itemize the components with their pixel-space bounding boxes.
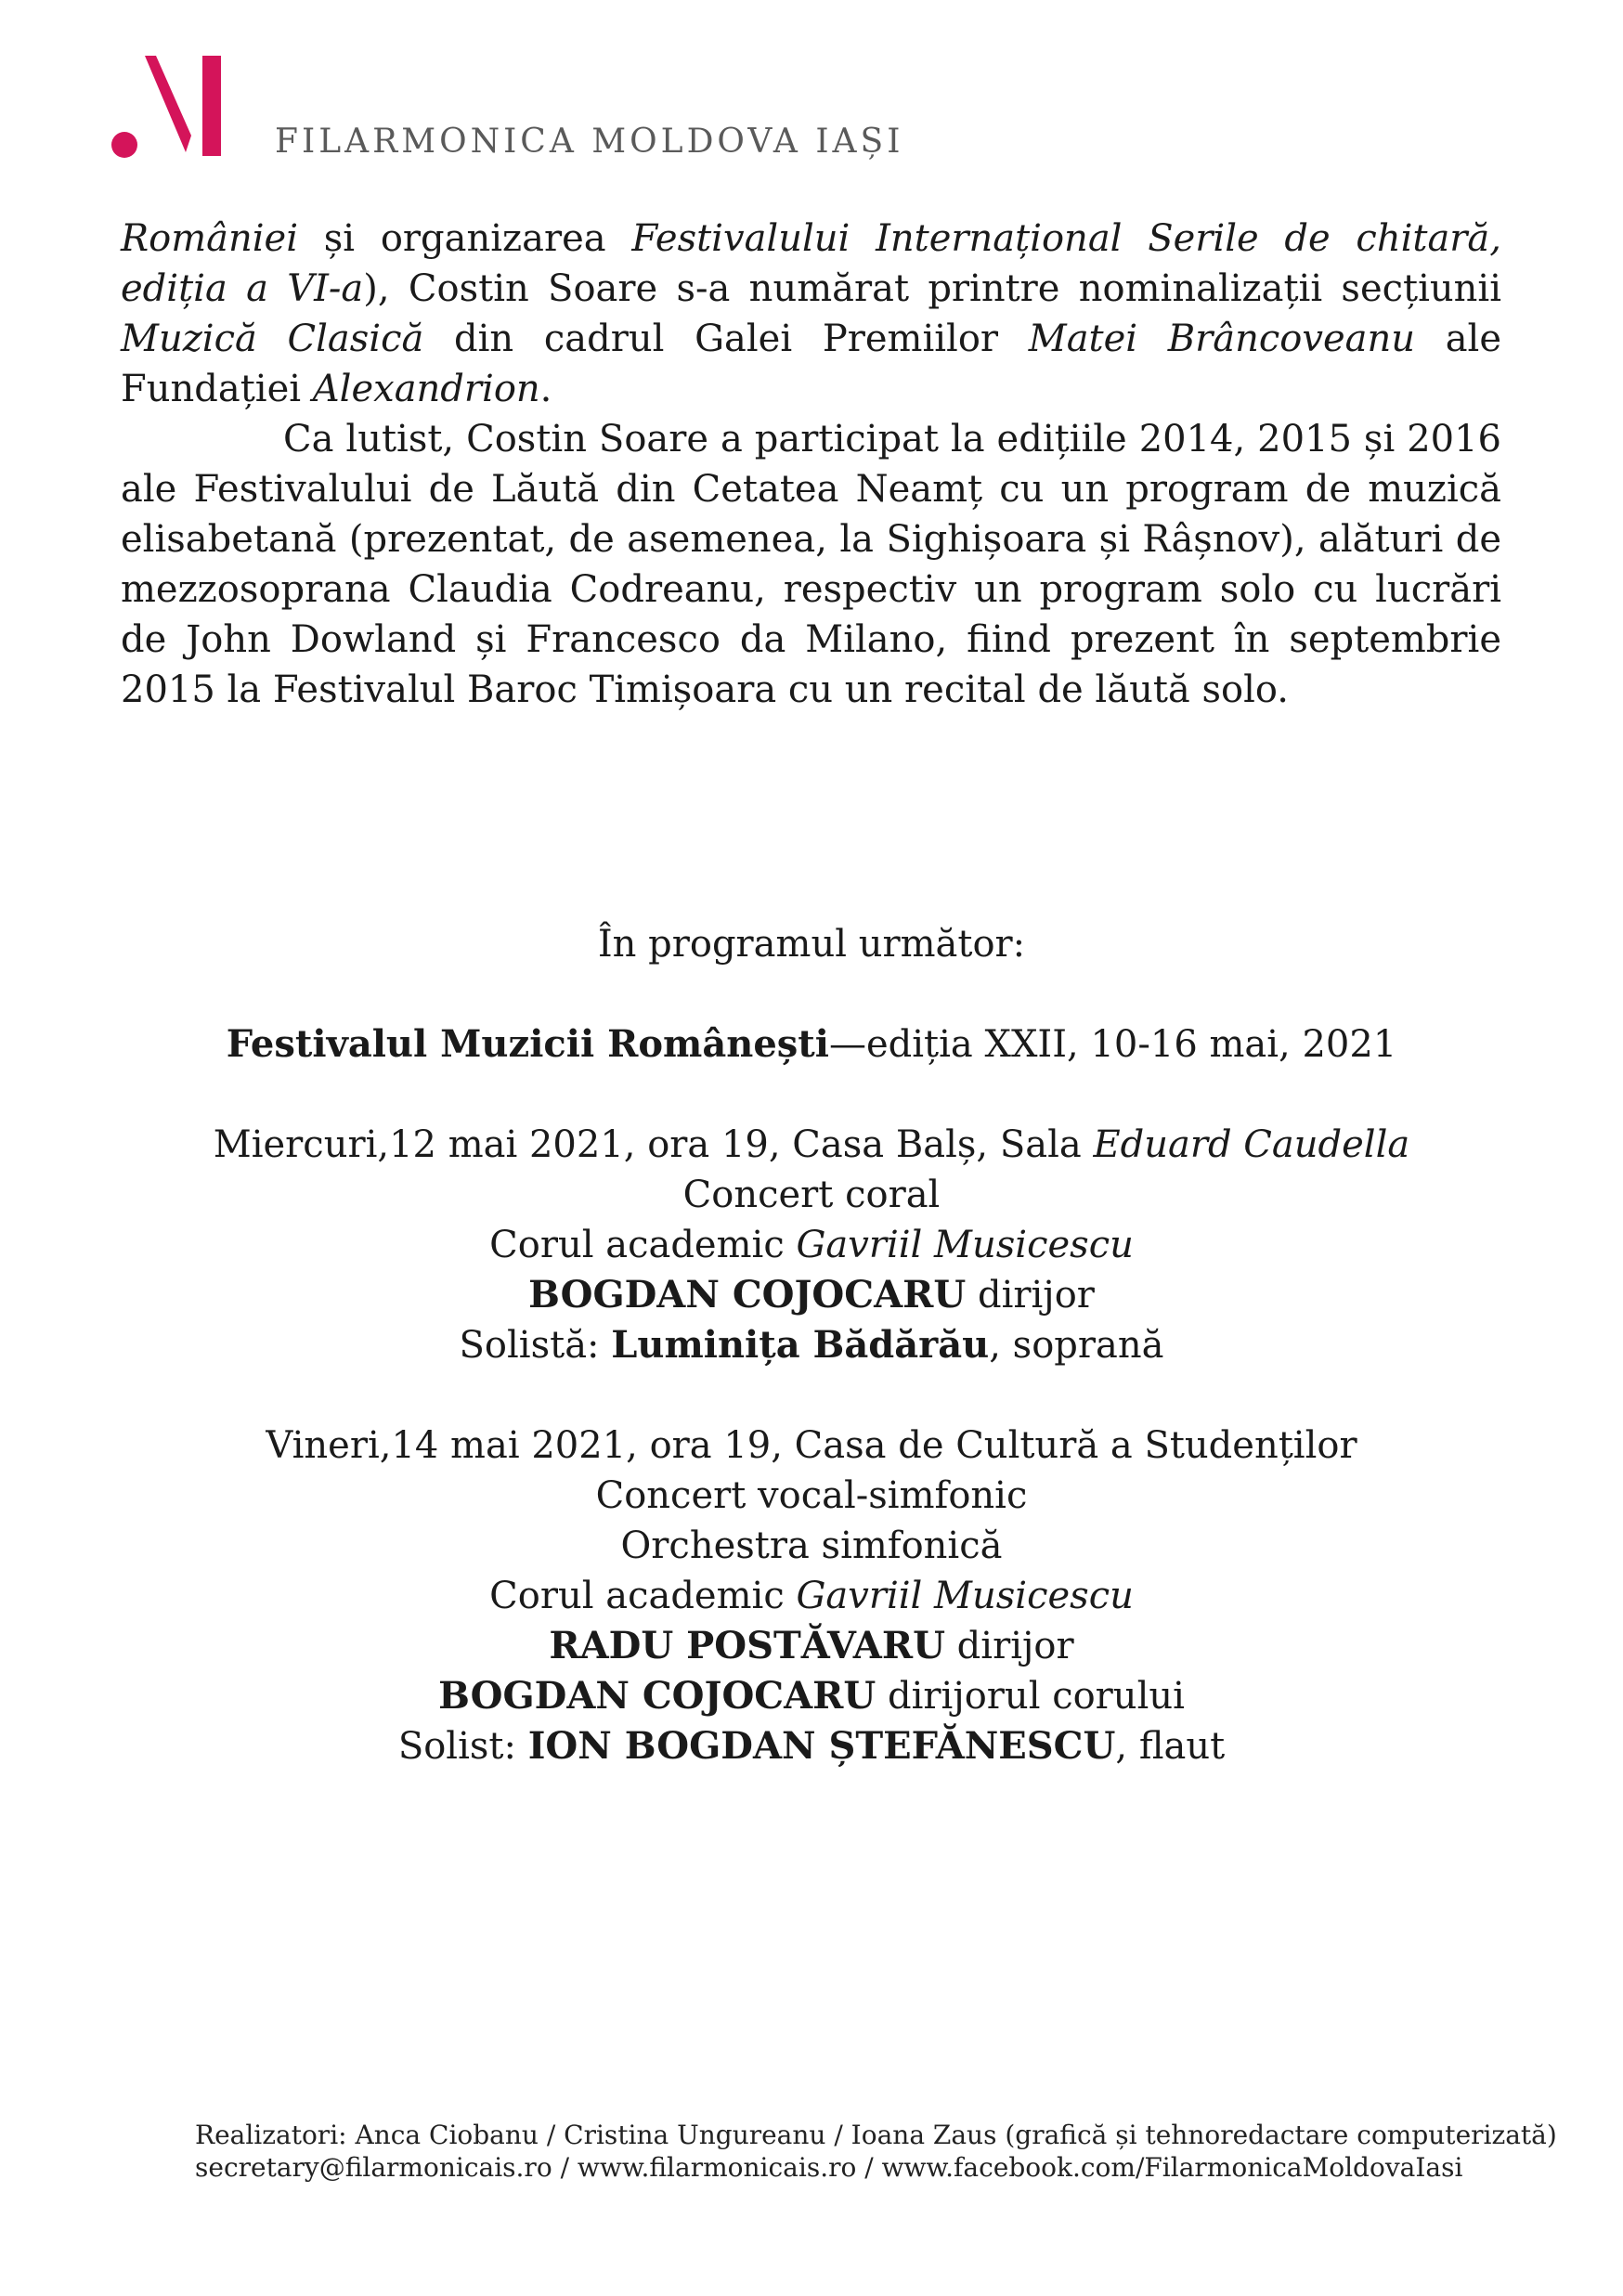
- paragraph-1: României și organizarea Festivalului Internațional Serile de chitară, ediția a VI-a), Costin Soare s-a numărat printre nominalizații secțiunii Muzică Clasică din cadrul Galei Premiilor Matei Brâncoveanu ale Fundației Alexandrion.: [121, 217, 1502, 410]
- program-section: [0, 919, 1623, 1771]
- event-2-choir-conductor: BOGDAN COJOCARU dirijorul corului: [438, 1674, 1185, 1718]
- event-2-soloist: Solist: ION BOGDAN ȘTEFĂNESCU, flaut: [397, 1724, 1226, 1768]
- event-1-date-place: Miercuri,12 mai 2021, ora 19, Casa Balș, Sala Eduard Caudella: [213, 1123, 1410, 1166]
- event-2-orchestra: Orchestra simfonică: [620, 1524, 1003, 1567]
- event-2: [0, 1420, 1623, 1771]
- article-body: [121, 214, 1501, 715]
- filarmonica-m-logo-icon: [110, 56, 240, 160]
- footer-credits: Realizatori: Anca Ciobanu / Cristina Ungureanu / Ioana Zaus (grafică și tehnoredactare computerizată): [195, 2120, 1557, 2150]
- footer-contacts: secretary@filarmonicais.ro / www.filarmonicais.ro / www.facebook.com/FilarmonicaMoldovaIasi: [195, 2152, 1463, 2183]
- event-1-soloist: Solistă: Luminița Bădărău, soprană: [459, 1323, 1164, 1367]
- event-1-conductor: BOGDAN COJOCARU dirijor: [528, 1273, 1095, 1317]
- event-2-type: Concert vocal-simfonic: [595, 1474, 1028, 1517]
- festival-title: Festivalul Muzicii Românești—ediția XXII, 10-16 mai, 2021: [226, 1022, 1397, 1066]
- page-footer: [195, 2119, 1557, 2184]
- paragraph-2: Ca lutist, Costin Soare a participat la edițiile 2014, 2015 și 2016 ale Festivalului de Lăută din Cetatea Neamț cu un program de muzică elisabetană (prezentat, de asemenea, la Sighișoara și Râșnov), alături de mezzosoprana Claudia Codreanu, respectiv un program solo cu lucrări de John Dowland și Francesco da Milano, fiind prezent în septembrie 2015 la Festivalul Baroc Timișoara cu un recital de lăută solo.: [121, 418, 1501, 711]
- event-1-type: Concert coral: [682, 1174, 941, 1216]
- event-2-choir: Corul academic Gavriil Musicescu: [489, 1575, 1134, 1617]
- page-header: [110, 56, 945, 167]
- event-1-choir: Corul academic Gavriil Musicescu: [489, 1224, 1134, 1266]
- event-1: [0, 1120, 1623, 1370]
- brand-name: FILARMONICA MOLDOVA IAȘI: [275, 123, 904, 161]
- event-2-conductor: RADU POSTĂVARU dirijor: [549, 1624, 1074, 1667]
- event-2-date-place: Vineri,14 mai 2021, ora 19, Casa de Cultură a Studenților: [266, 1424, 1357, 1467]
- program-heading: În programul următor:: [597, 923, 1026, 966]
